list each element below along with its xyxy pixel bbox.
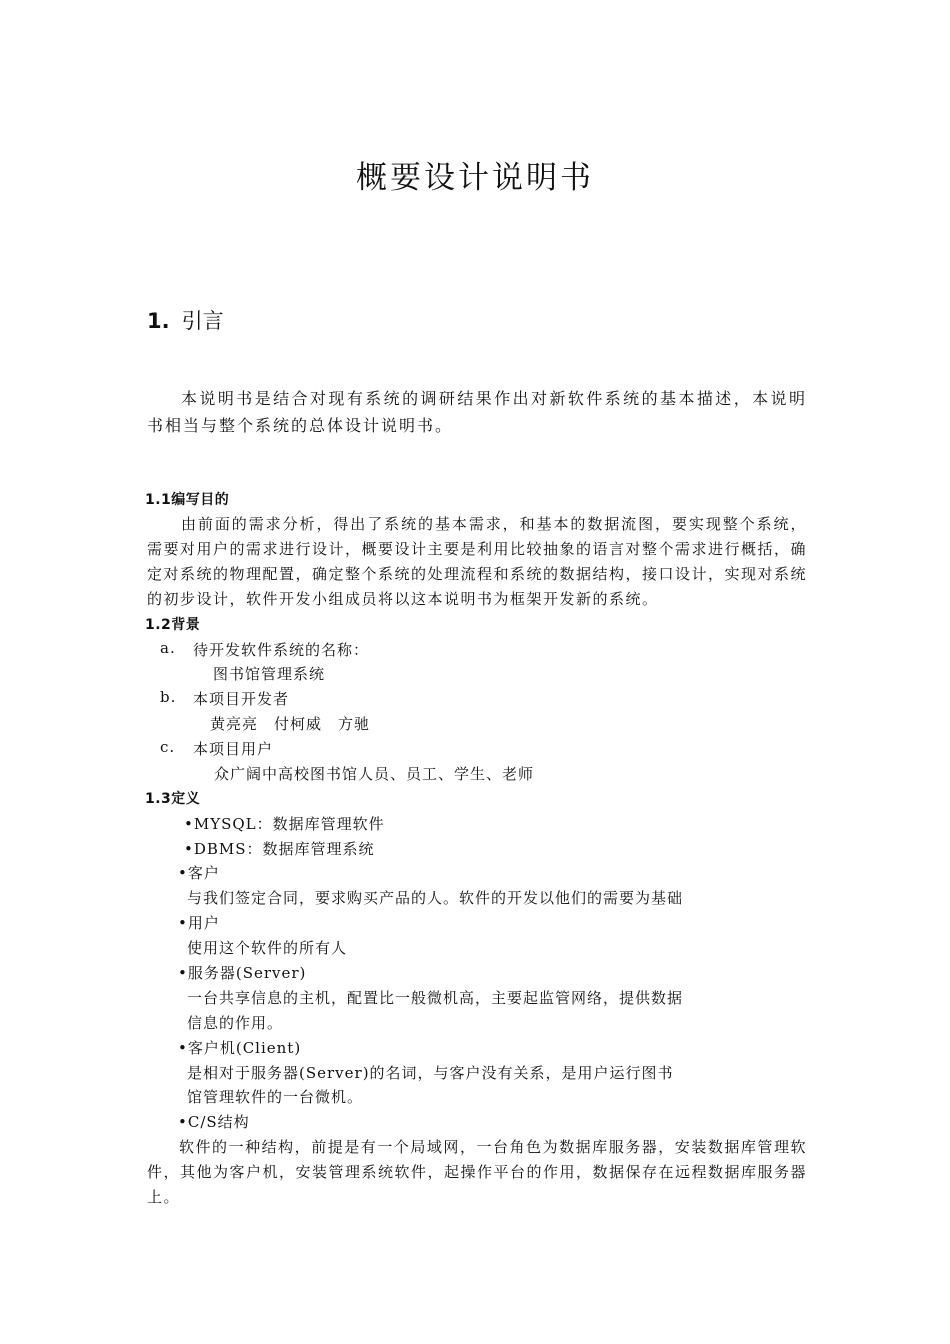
subsection-heading-definitions: 1.3定义 — [145, 791, 201, 807]
section-number: 1. — [147, 309, 170, 333]
term-cs-structure: •C/S结构 — [178, 1113, 250, 1131]
list-item-a-label: 待开发软件系统的名称： — [193, 641, 370, 659]
list-item-a-value: 图书馆管理系统 — [213, 665, 326, 683]
list-marker-c: c. — [160, 738, 176, 756]
list-item-b-label: 本项目开发者 — [193, 690, 290, 708]
list-item-b-value: 黄亮亮 付柯威 方驰 — [210, 715, 371, 733]
subsection-heading-background: 1.2背景 — [145, 617, 201, 633]
term-client: •客户 — [178, 864, 220, 882]
definition-client: 与我们签定合同，要求购买产品的人。软件的开发以他们的需要为基础 — [187, 889, 684, 907]
list-item-c-label: 本项目用户 — [193, 740, 274, 758]
definition-client-pc-line2: 馆管理软件的一台微机。 — [187, 1088, 364, 1106]
definition-dbms: •DBMS：数据库管理系统 — [184, 840, 375, 858]
term-server: •服务器(Server) — [178, 964, 307, 982]
section-heading-introduction — [147, 305, 224, 335]
document-title: 概要设计说明书 — [356, 160, 594, 196]
definition-user: 使用这个软件的所有人 — [187, 939, 348, 957]
definition-mysql: •MYSQL：数据库管理软件 — [184, 815, 385, 833]
subsection-heading-purpose: 1.1编写目的 — [145, 492, 230, 508]
definition-server-line2: 信息的作用。 — [187, 1014, 284, 1032]
list-item-c-value: 众广阔中高校图书馆人员、员工、学生、老师 — [214, 765, 535, 783]
section-title: 引言 — [181, 309, 224, 333]
definition-server-line1: 一台共享信息的主机，配置比一般微机高，主要起监管网络，提供数据 — [187, 989, 684, 1007]
intro-paragraph: 本说明书是结合对现有系统的调研结果作出对新软件系统的基本描述，本说明书相当与整个系统的总体设计说明书。 — [147, 389, 807, 435]
list-marker-a: a. — [160, 639, 176, 657]
definition-cs-structure: 软件的一种结构，前提是有一个局域网，一台角色为数据库服务器，安装数据库管理软件，其他为客户机，安装管理系统软件，起操作平台的作用，数据保存在远程数据库服务器上。 — [147, 1138, 808, 1206]
term-user: •用户 — [178, 914, 220, 932]
term-client-pc: •客户机(Client) — [178, 1039, 302, 1057]
purpose-paragraph: 由前面的需求分析，得出了系统的基本需求，和基本的数据流图，要实现整个系统，需要对用户的需求进行设计，概要设计主要是利用比较抽象的语言对整个需求进行概括，确定对系统的物理配置，确定整个系统的处理流程和系统的数据结构，接口设计，实现对系统的初步设计，软件开发小组成员将以这本说明书为框架开发新的系统。 — [147, 515, 808, 608]
list-marker-b: b. — [160, 688, 177, 706]
definition-client-pc-line1: 是相对于服务器(Server)的名词，与客户没有关系，是用户运行图书 — [187, 1064, 674, 1082]
